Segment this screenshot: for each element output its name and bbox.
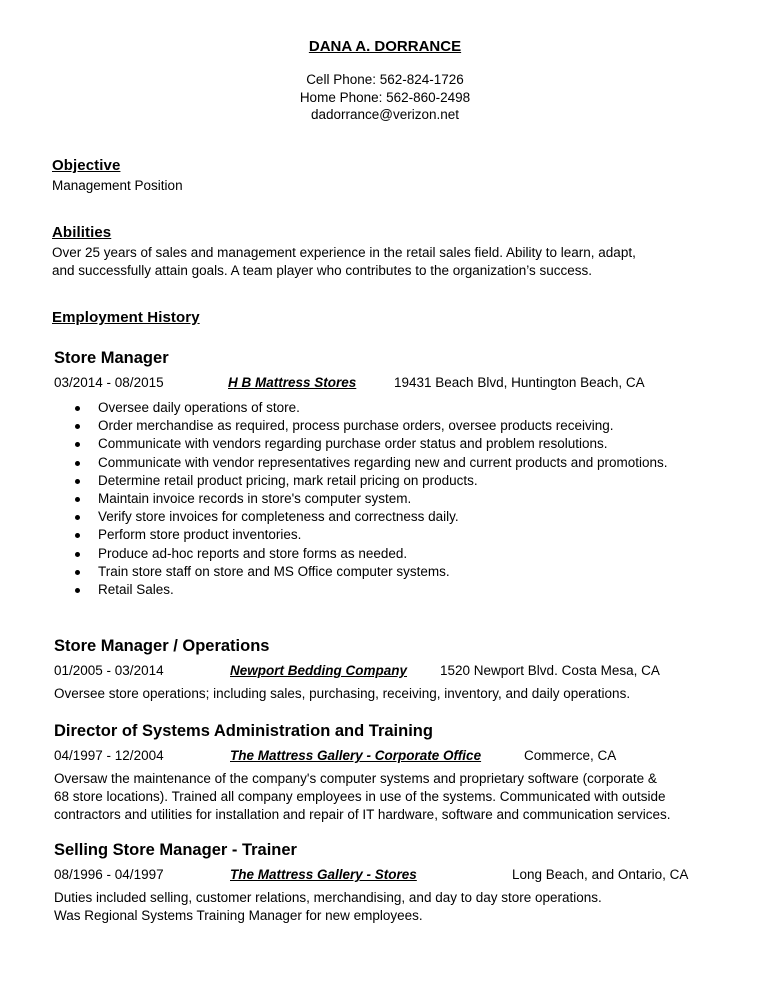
cell-phone: Cell Phone: 562-824-1726: [306, 72, 464, 87]
job-location: Long Beach, and Ontario, CA: [512, 867, 689, 882]
candidate-name: DANA A. DORRANCE: [308, 38, 462, 55]
abilities-line: and successfully attain goals. A team player who contributes to the organization’s success.: [52, 262, 593, 278]
list-item: Produce ad-hoc reports and store forms as needed.: [54, 545, 668, 563]
job-description: [54, 770, 754, 824]
description-line: contractors and utilities for installation and repair of IT hardware, software and communication services.: [54, 807, 671, 822]
job-dates: 03/2014 - 08/2015: [54, 375, 164, 390]
list-item: Communicate with vendor representatives regarding new and current products and promotions.: [54, 454, 668, 472]
job-location: 19431 Beach Blvd, Huntington Beach, CA: [394, 375, 645, 390]
list-item: Determine retail product pricing, mark retail pricing on products.: [54, 472, 668, 490]
job-info-line: [54, 867, 754, 885]
list-item: Train store staff on store and MS Office computer systems.: [54, 563, 668, 581]
job-info-line: [54, 663, 754, 681]
list-item: Oversee daily operations of store.: [54, 399, 668, 417]
resume-header: [0, 38, 768, 124]
job-location: 1520 Newport Blvd. Costa Mesa, CA: [440, 663, 660, 678]
abilities-heading: Abilities: [52, 224, 112, 241]
description-line: Oversee store operations; including sales, purchasing, receiving, inventory, and daily operations.: [54, 686, 631, 701]
job-title: Store Manager: [54, 349, 169, 367]
job-dates: 08/1996 - 04/1997: [54, 867, 164, 882]
abilities-text: [52, 244, 752, 279]
job-description: [54, 685, 754, 703]
contact-block: [0, 71, 768, 124]
objective-heading: Objective: [52, 157, 121, 174]
list-item: Communicate with vendors regarding purchase order status and problem resolutions.: [54, 435, 668, 453]
job-title: Selling Store Manager - Trainer: [54, 841, 297, 859]
job-dates: 01/2005 - 03/2014: [54, 663, 164, 678]
job-company: The Mattress Gallery - Corporate Office: [230, 748, 482, 763]
list-item: Verify store invoices for completeness and correctness daily.: [54, 508, 668, 526]
description-line: 68 store locations). Trained all company employees in use of the systems. Communicated with outside: [54, 789, 666, 804]
job-title: Director of Systems Administration and Training: [54, 722, 433, 740]
job-dates: 04/1997 - 12/2004: [54, 748, 164, 763]
list-item: Retail Sales.: [54, 581, 668, 599]
email: dadorrance@verizon.net: [310, 107, 460, 122]
abilities-line: Over 25 years of sales and management experience in the retail sales field. Ability to learn, adapt,: [52, 245, 636, 260]
job-company: The Mattress Gallery - Stores: [230, 867, 417, 882]
job-info-line: [54, 748, 754, 766]
job-title: Store Manager / Operations: [54, 637, 270, 655]
list-item: Maintain invoice records in store's computer system.: [54, 490, 668, 508]
home-phone: Home Phone: 562-860-2498: [299, 89, 471, 105]
employment-heading: Employment History: [52, 309, 200, 326]
description-line: Oversaw the maintenance of the company's computer systems and proprietary software (corporate &: [54, 771, 657, 786]
list-item: Order merchandise as required, process purchase orders, oversee products receiving.: [54, 417, 668, 435]
job-info-line: [54, 375, 754, 393]
job-description: [54, 889, 754, 925]
duties-list: [54, 399, 668, 599]
description-line: Was Regional Systems Training Manager for new employees.: [54, 908, 423, 923]
job-location: Commerce, CA: [524, 748, 617, 763]
objective-text: Management Position: [52, 178, 183, 193]
job-company: Newport Bedding Company: [230, 663, 408, 678]
description-line: Duties included selling, customer relations, merchandising, and day to day store operations.: [54, 890, 602, 905]
list-item: Perform store product inventories.: [54, 526, 668, 544]
job-company: H B Mattress Stores: [228, 375, 357, 390]
